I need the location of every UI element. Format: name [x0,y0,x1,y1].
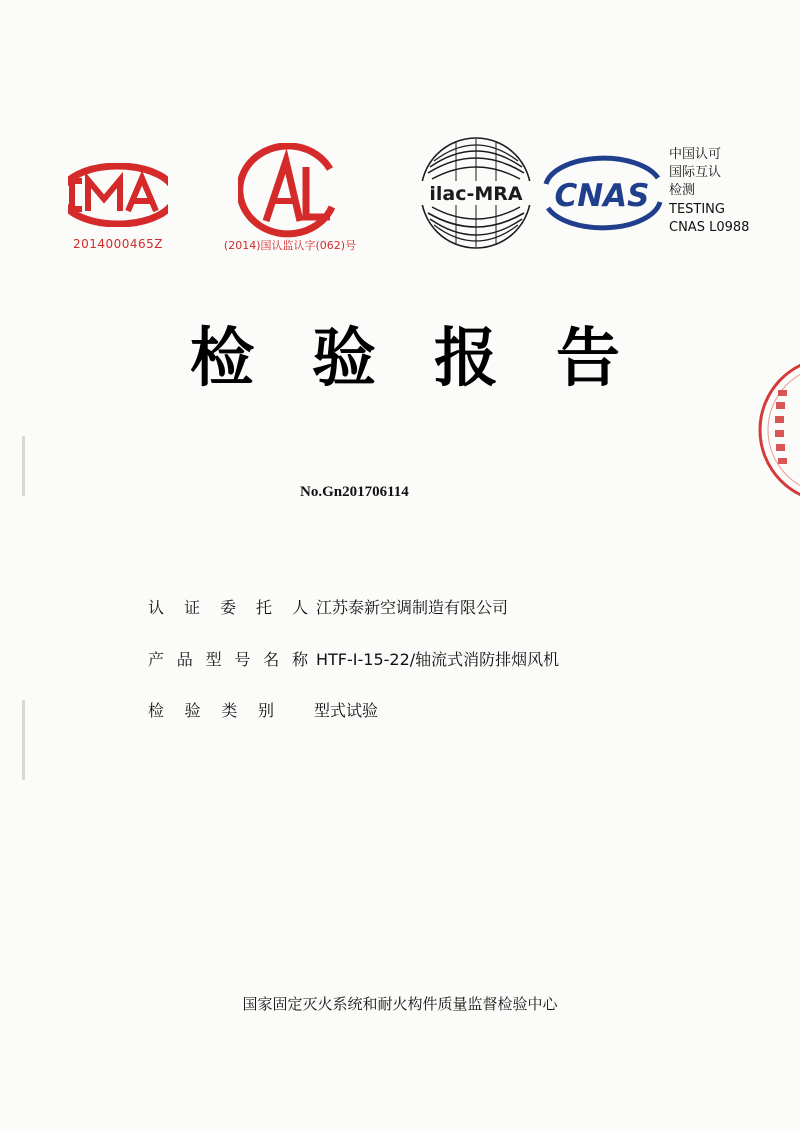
cnas-logo [538,150,666,236]
field-label-char: 称 [291,649,308,669]
field-label-char: 认 [148,597,165,617]
field-label-char: 委 [219,597,236,617]
cnas-text: CNAS [554,178,650,214]
cnas-line: CNAS L0988 [669,219,750,235]
field-label-char: 检 [148,700,165,720]
field-label-char: 验 [184,700,201,720]
cal-logo [238,143,342,239]
field-label-char: 证 [183,597,200,617]
field-label-char: 人 [291,597,308,617]
field-product [148,646,559,670]
field-label [148,595,308,618]
report-title [190,318,620,400]
title-char: 验 [312,322,376,396]
field-label-char: 类 [221,700,238,720]
field-value: 江苏泰新空调制造有限公司 [316,597,509,617]
issuing-organization: 国家固定灭火系统和耐火构件质量监督检验中心 [242,995,558,1013]
title-char: 报 [434,322,498,396]
ilac-mra-logo [416,133,536,253]
field-value: 型式试验 [314,700,379,720]
field-label-char: 产 [148,649,165,669]
cnas-line: TESTING [669,201,725,217]
field-label [148,647,308,670]
field-label-char: 号 [234,649,251,669]
official-seal [752,350,800,510]
cnas-line: 国际互认 [669,165,722,181]
field-client [148,594,508,618]
field-label-char: 名 [263,649,280,669]
field-label-char: 型 [205,649,222,669]
field-label [148,698,274,721]
report-number: No.Gn201706114 [300,484,409,500]
field-label-char: 别 [257,700,274,720]
scan-artifact [22,700,25,780]
cma-number: 2014000465Z [72,237,164,251]
cnas-line: 检测 [669,183,696,199]
ilac-mra-text: ilac-MRA [429,183,523,205]
field-test-type [148,697,378,721]
scan-artifact [22,436,25,496]
field-label-char: 品 [176,649,193,669]
cma-logo [58,163,178,227]
title-char: 检 [190,322,254,396]
field-label-char: 托 [255,597,272,617]
cal-approval-number: (2014)国认监认字(062)号 [223,239,357,252]
cnas-line: 中国认可 [669,147,722,162]
title-char: 告 [556,322,620,396]
cnas-accreditation-text [669,146,789,237]
field-value: HTF-Ⅰ-15-22/轴流式消防排烟风机 [316,649,560,669]
